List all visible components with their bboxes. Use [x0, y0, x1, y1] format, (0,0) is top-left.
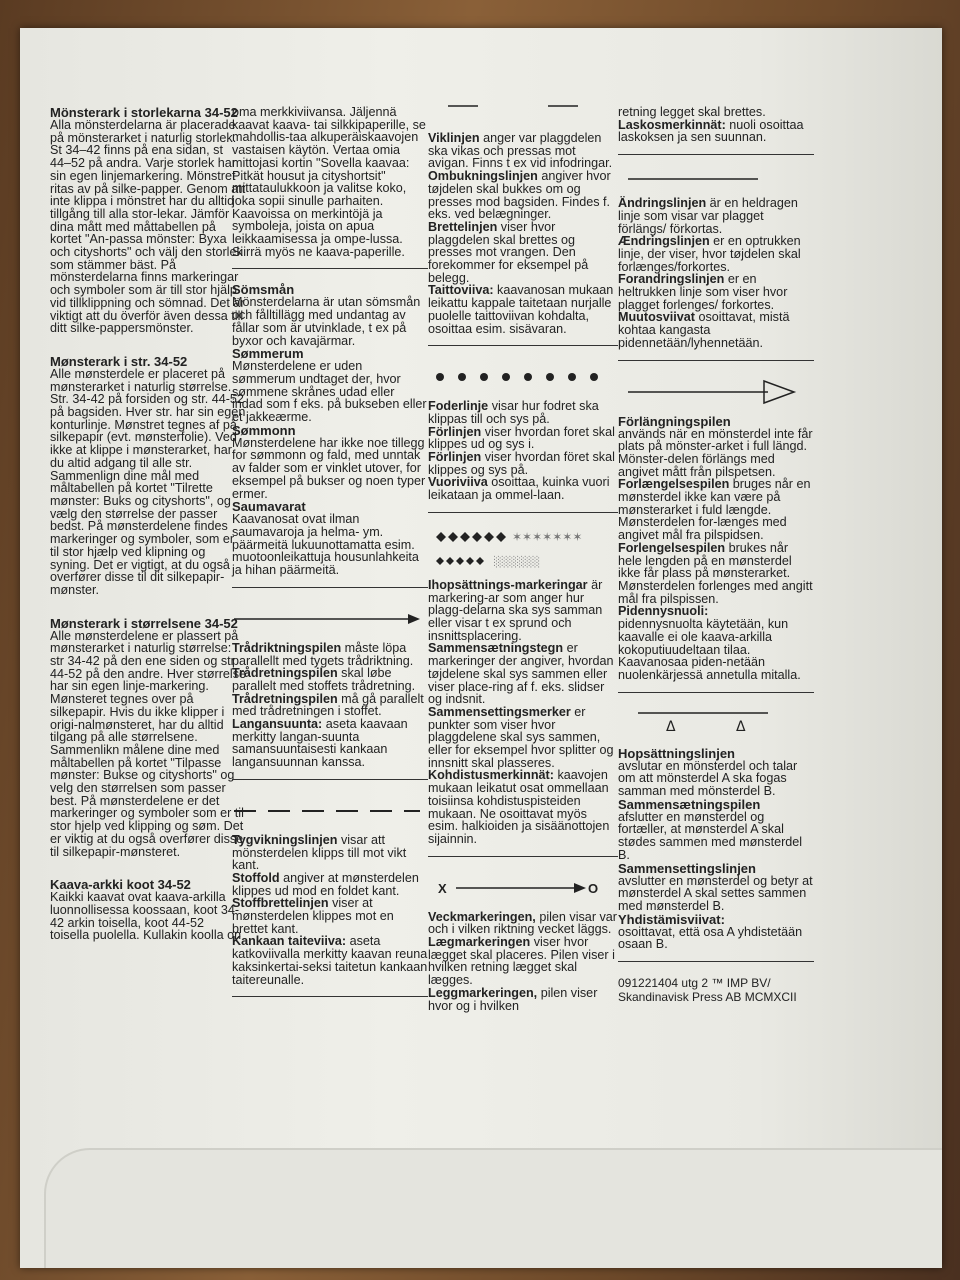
- term-text: osoittavat, että osa A yhdistetään osaan B.: [618, 924, 803, 952]
- alteration-line-icon: [618, 169, 814, 191]
- term-label: Trådriktningspilen: [232, 640, 342, 655]
- term-text: viser at mønsterdelen klippes mot en brettet kant.: [232, 896, 394, 936]
- term-text: pilen visar var och i vilken riktning vecket läggs.: [428, 909, 618, 937]
- term-text: viser hvordan föret skal klippes og sys på.: [428, 450, 615, 477]
- term-label: Brettelinjen: [428, 219, 498, 234]
- term-text: angiver hvor tøjdelen skal bukkes om og presses mod bagsiden. Findes f. eks. ved belægninger.: [428, 169, 611, 222]
- joining-line-icon: [618, 707, 814, 741]
- term-label: Laskosmerkinnät:: [618, 117, 726, 132]
- grainline-arrow-icon: [232, 602, 428, 636]
- section-body: Mønsterdelene har ikke noe tillegg for sømmonn og fald, med unntak av falder som er vinklet utover, for eksempel på bukser og noen typer ermer.: [232, 435, 426, 501]
- term-text: bruges når en mønsterdel ikke kan være på mønsterarket i fuld længde. Mønsterdelen for-længes med angivet mål fra pilspidsen.: [618, 477, 811, 543]
- term-label: Forlengelsespilen: [618, 540, 726, 555]
- term-label: Vuoriviiva: [428, 475, 488, 490]
- section-body: oma merkkiviivansa. Jäljennä kaavat kaava- tai silkkipaperille, se mahdollis-taa alkuperäiskaavojen vastaisen käytön. Vertaa omia mittojasi kortin "Sovella kaavaa: Pitkät housut ja cityshortsit" mittataulukkoon ja valitse koko, joka sopii sinulle parhaiten. Kaavoissa on merkintöjä ja symboleja, joista on apua leikkaamisessa ja ompe-lussa. Siirrä myös ne kaava-paperille.: [232, 105, 426, 259]
- divider: [428, 345, 618, 346]
- term-text: viser hvordan foret skal klippes ud og sys i.: [428, 424, 615, 452]
- term-label: Leggmarkeringen,: [428, 985, 538, 1000]
- term-label: Foderlinje: [428, 399, 489, 414]
- term-text: er markeringer der angiver, hvordan tøjdelene skal sys sammen eller viser place-ring af f. eks. slidser og indsnit.: [428, 641, 614, 707]
- section-body: Alle mønsterdelene er plassert på mønsterarket i naturlig størrelse: str 34-42 på den ene siden og str 44-52 på den andre. Hver størrelse har sin egen linje-markering. Mønsteret tegnes over på silkepapir. Hvis du ikke klipper i origi-nalmønsteret, har du alltid tilgang på alle størrelsene. Sammenlikn målene dine med måltabellen på kortet "Tilpasse mønster: Bukse og cityshorts" og velg den størrelsen som passer best. På mønsterdelene er det markeringer og symboler som er til stor hjelp ved klipping og søm. Det er viktig at du også overfører disse til silkepapir-mønsteret.: [50, 628, 247, 859]
- term-label: Stoffbrettelinjen: [232, 896, 329, 911]
- footer-line: 091221404 utg 2 ™ IMP BV/: [618, 976, 771, 991]
- term-label: Langansuunta:: [232, 717, 323, 732]
- term-label: Hopsättningslinjen: [618, 745, 735, 761]
- section-title: Mønsterark i størrelsene 34-52: [50, 615, 238, 631]
- term-label: Ändringslinjen: [618, 196, 707, 211]
- term-label: Saumavarat: [232, 499, 306, 515]
- term-text: er en optrukken linje, der viser, hvor tøjdelen skal forlænges/forkortes.: [618, 234, 801, 274]
- o-marker-label: O: [588, 880, 599, 896]
- term-label: Trådretningspilen: [232, 666, 338, 681]
- term-text: anger var plaggdelen ska vikas och pressas mot avigan. Finns t ex vid infodringar.: [428, 131, 613, 171]
- section-body: Alla mönsterdelarna är placerade på mönsterarket i naturlig storlek. St 34–42 finns på ena sidan, st 44–52 på andra. Varje storlek har sin egen linjemarkering. Mönstret ritas av på silke-papper. Genom att inte klippa i mönstret har du alltid tillgång till alla stor-lekar. Jämför dina mått med måttabellen på kortet "An-passa mönster: Byxa och cityshorts" och välj den storlek som stämmer bäst. På mönsterdelarna finns markeringar och symboler som är till stor hjälp vid tillklippning och sömnad. Det är viktigt att du överför även dessa till ditt silke-pappersmönster.: [50, 118, 246, 336]
- divider: [232, 779, 428, 780]
- foldback-line-icon: [428, 92, 618, 126]
- divider: [232, 996, 428, 997]
- term-label: Sømmerum: [232, 346, 304, 362]
- term-label: Ombukningslinjen: [428, 169, 538, 184]
- term-text: avslutar en mönsterdel och talar om att mönsterdel A ska fogas samman med mönsterdel B.: [618, 758, 798, 799]
- column-1: [50, 106, 246, 962]
- term-text: pilen viser hvor og i hvilken: [428, 985, 598, 1013]
- term-text: brukes når hele lengden på en mønsterdel ikke får plass på mønsterarket. Mønsterdelen forlenges med angitt mål fra pilspissen.: [618, 540, 813, 606]
- term-label: Förlinjen: [428, 424, 482, 439]
- section-body: Kaikki kaavat ovat kaava-arkilla luonnollisessa koossaan, koot 34-42 arkin toisella, koot 44-52 toisella puolella. Kullakin koolla on: [50, 890, 242, 943]
- term-label: Trådretningspilen: [232, 691, 338, 706]
- divider: [618, 360, 814, 361]
- term-label: Forlængelsespilen: [618, 477, 730, 492]
- term-text: kaavojen mukaan leikatut osat ommellaan toisiinsa kohdistuspisteiden mukaan. Ne osoittavat myös esim. halkioiden ja sisäänottojen sijainnin.: [428, 768, 610, 846]
- delta-a-label: Δ: [666, 718, 676, 735]
- svg-text:✶✶✶✶✶✶✶: ✶✶✶✶✶✶✶: [512, 529, 583, 544]
- column-3: [428, 106, 618, 1012]
- term-text: afslutter en mønsterdel og fortæller, at mønsterdel A skal stødes sammen med mønsterdel B.: [618, 809, 803, 862]
- lining-dots-icon: [428, 360, 618, 394]
- term-text: kaavanosan mukaan leikattu kappale taitetaan nurjalle puolelle taittoviivan kohdalta, osoittaa esim. sisävaran.: [428, 283, 614, 336]
- section-title: Mönsterark i storlekarna 34-52: [50, 105, 238, 120]
- delta-b-label: Δ: [736, 718, 746, 735]
- term-label: Kohdistusmerkinnät:: [428, 768, 554, 783]
- term-label: Sammensætningstegn: [428, 641, 564, 656]
- divider: [618, 692, 814, 693]
- term-text: må gå parallelt med trådretningen i stoffet.: [232, 691, 424, 719]
- x-marker-label: X: [438, 880, 447, 896]
- section-body: Mönsterdelarna är utan sömsmån och fålltillägg med undantag av fållar som är utvinklade, t ex på byxor och kavajärmar.: [232, 295, 421, 348]
- term-text: aseta kaavaan merkitty langan-suunta samansuuntaisesti kankaan langansuunnan kanssa.: [232, 717, 408, 770]
- term-text: er en heltrukken linje som viser hvor plagget forlenges/ forkortes.: [618, 272, 788, 312]
- term-label: Sammensettingslinjen: [618, 860, 756, 876]
- term-text: osoittaa, kuinka vuori leikataan ja ommel-laan.: [428, 475, 610, 503]
- tuck-arrow-icon: [428, 871, 618, 905]
- instruction-sheet: [20, 28, 942, 1268]
- term-label: Pidennysnuoli:: [618, 604, 709, 619]
- term-label: Sammensætningspilen: [618, 796, 761, 812]
- term-label: Muutosviivat: [618, 310, 695, 325]
- column-2: [232, 106, 428, 1011]
- term-text: måste löpa parallellt med tygets trådriktning.: [232, 640, 414, 668]
- term-text: visar hur fodret ska klippas till och sys på.: [428, 399, 599, 426]
- term-text: är markering-ar som anger hur plagg-delarna ska sys samman eller visar t ex sprund och insnittsplacering.: [428, 577, 603, 643]
- term-label: Ihopsättnings-markeringar: [428, 577, 588, 592]
- section-body: Alle mønsterdele er placeret på mønsterarket i naturlig størrelse. Str. 34-42 på forsiden og str. 44-52 på bagsiden. Hver str. har sin egen konturlinje. Mønstret tegnes af på silkepapir (evt. mønsterfolie). Ved ikke at klippe i mønsterarket, har du altid adgang til alle str. Sammenlign dine mål med måltabellen på kortet "Tilrette mønster: Buks og cityshorts", og vælg den størrelse der passer bedst. På mønsterdelene findes markeringer og symboler, som er til stor hjælp ved klipning og syning. Det er vigtigt, at du også overfører disse til dit silkepapir-mønster.: [50, 366, 246, 597]
- column-4: [618, 106, 814, 1004]
- term-text: skal løbe parallelt med stoffets trådretning.: [232, 666, 416, 693]
- term-text: viser hvor plaggdelen skal brettes og presses mot vrangen. Den forekommer for eksempel på belegg.: [428, 219, 589, 285]
- divider: [428, 512, 618, 513]
- term-text: avslutter en mønsterdel og betyr at mønsterdel A skal settes sammen med mønsterdel B.: [618, 873, 813, 913]
- term-label: Stoffold: [232, 870, 280, 885]
- term-text: aseta katkoviivalla merkitty kaavan reuna kaksinkertai-seksi taitetun kankaan taitereunalle.: [232, 934, 428, 987]
- term-text: er punkter som viser hvor plaggdelene skal sys sammen, eller for eksempel hvor splitter og innsnitt skal plasseres.: [428, 704, 614, 770]
- envelope-tab: [44, 1148, 942, 1268]
- divider: [232, 268, 428, 269]
- divider: [618, 154, 814, 155]
- term-label: Förlinjen: [428, 450, 482, 465]
- section-title: Sömsmån: [232, 282, 295, 298]
- section-title: Mønsterark i str. 34-52: [50, 353, 188, 369]
- term-text: är en heldragen linje som visar var plagget förlängs/ förkortas.: [618, 196, 798, 236]
- svg-text:░░░░░░: ░░░░░░: [494, 556, 541, 568]
- term-label: Tygvikningslinjen: [232, 832, 338, 847]
- term-label: Taittoviiva:: [428, 283, 494, 298]
- term-label: Veckmarkeringen,: [428, 909, 536, 924]
- publication-footer: [618, 976, 814, 1004]
- term-text: osoittavat, mistä kohtaa kangasta pidennetään/lyhennetään.: [618, 310, 790, 350]
- term-label: Yhdistämisviivat:: [618, 911, 725, 927]
- term-text: pidennysnuolta käytetään, kun kaavalle ei ole kaava-arkilla kokoputiuudeltaan tilaa. Kaavanosaa piden-netään nuolenkärjessä annetulla mitalla.: [618, 617, 801, 682]
- section-body: Kaavanosat ovat ilman saumavaroja ja helma- ym. päärmeitä lukuunottamatta esim. muotoonleikattuja housunlahkeita ja hihan päärmeitä.: [232, 512, 419, 578]
- term-label: Kankaan taiteviiva:: [232, 934, 347, 949]
- term-label: Förlängningspilen: [618, 413, 731, 429]
- term-label: Sammensettingsmerker: [428, 704, 571, 719]
- term-label: Viklinjen: [428, 131, 480, 145]
- fold-line-icon: [232, 794, 428, 828]
- section-body: Mønsterdelene er uden sømmerum undtaget der, hvor sømmene skrånes udad eller indad som f eks. på bukseben eller et jakkeærme.: [232, 359, 427, 425]
- divider: [618, 961, 814, 962]
- term-text: viser hvor lægget skal placeres. Pilen viser i hvilken retning lægget skal lægges.: [428, 935, 615, 988]
- term-text: angiver at mønsterdelen klippes ud mod en foldet kant.: [232, 870, 419, 898]
- term-label: Lægmarkeringen: [428, 935, 531, 950]
- term-text: visar att mönsterdelen klipps till mot vikt kant.: [232, 832, 407, 873]
- footer-line: Skandinavisk Press AB MCMXCII: [618, 990, 797, 1005]
- term-text: används när en mönsterdel inte får plats på mönster-arket i full längd. Mönster-delen förlängs med angivet mått från pilspetsen.: [618, 426, 813, 479]
- section-body: retning legget skal brettes.: [618, 105, 766, 119]
- term-label: Sømmonn: [232, 422, 296, 438]
- term-label: Ændringslinjen: [618, 234, 710, 249]
- notch-markers-icon: [428, 527, 618, 573]
- divider: [232, 587, 428, 588]
- section-title: Kaava-arkki koot 34-52: [50, 877, 191, 893]
- term-label: Forandringslinjen: [618, 272, 725, 287]
- term-text: nuoli osoittaa laskoksen ja sen suunnan.: [618, 117, 804, 145]
- extension-arrow-icon: [618, 375, 814, 409]
- divider: [428, 856, 618, 857]
